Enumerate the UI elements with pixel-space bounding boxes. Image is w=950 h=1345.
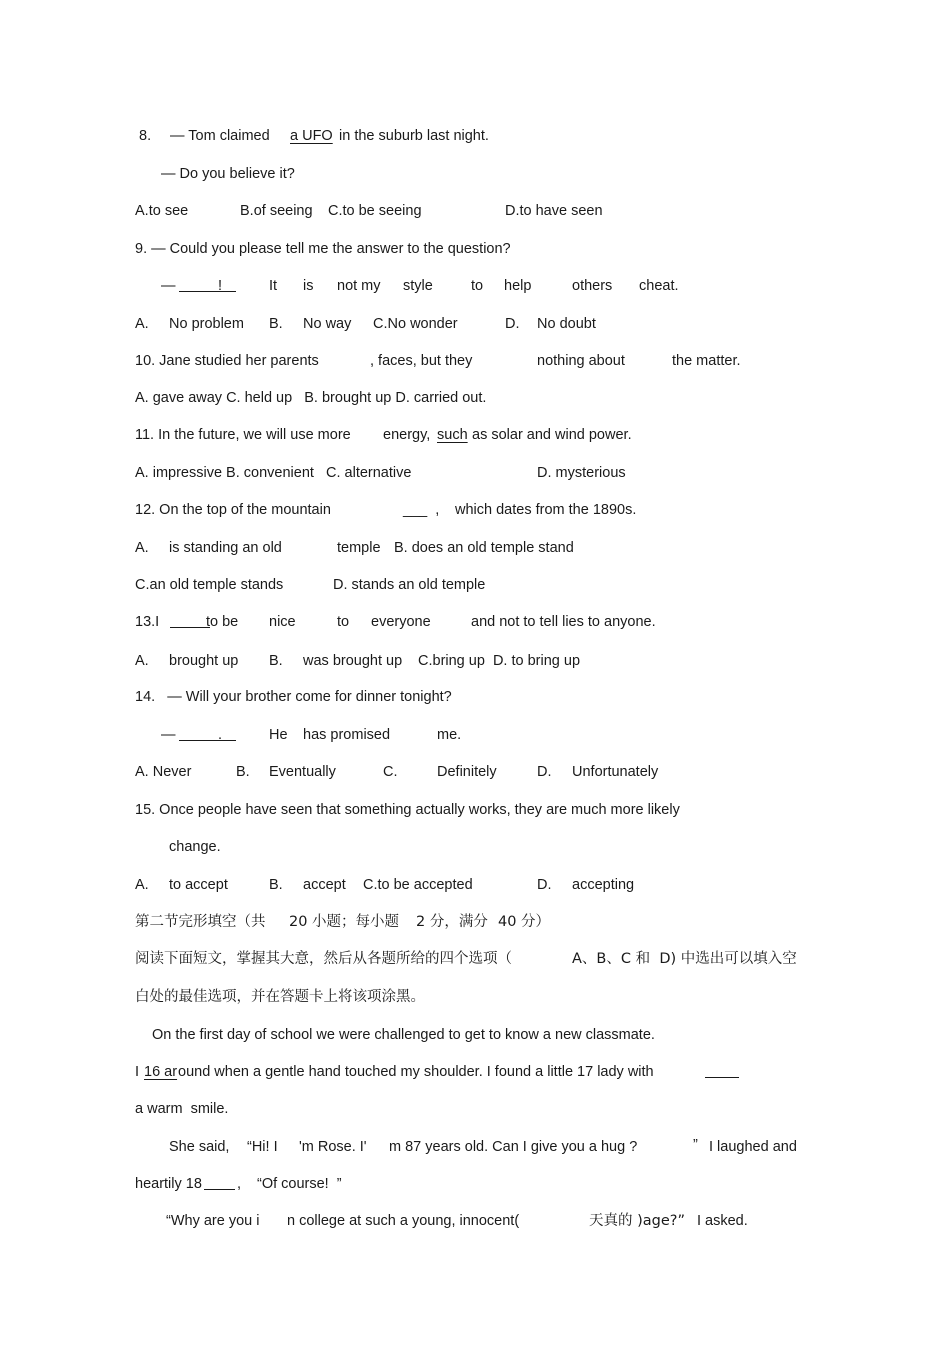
q13-options-cd: C.bring up D. to bring up: [418, 653, 581, 669]
q14-word: me.: [437, 727, 462, 743]
passage-line-2-rest: ound when a gentle hand touched my shoulder. I found a little 17 lady with: [178, 1064, 654, 1080]
passage-line-6-b: n college at such a young, innocent(: [287, 1213, 520, 1229]
q15-option-d: accepting: [572, 877, 635, 893]
q13-word: and not to tell lies to anyone.: [471, 614, 656, 630]
q14-dash: —: [161, 727, 176, 743]
q15-option-b-letter: B.: [269, 877, 283, 893]
q15-option-a: to accept: [169, 877, 228, 893]
q9-exclamation: !: [218, 278, 223, 294]
passage-blank-17: [705, 1063, 739, 1078]
q14-word: He: [269, 727, 288, 743]
q14-option-b-letter: B.: [236, 764, 250, 780]
q14-option-d: Unfortunately: [572, 764, 659, 780]
q14-option-b: Eventually: [269, 764, 336, 780]
q9-word: style: [403, 278, 433, 294]
q14-answer-blank: [179, 726, 236, 741]
q13-stem-part2: to be: [206, 614, 239, 630]
q13-stem-part1: 13.I: [135, 614, 160, 630]
passage-line-4-d: m 87 years old. Can I give you a hug ?: [389, 1139, 638, 1155]
q9-answer-blank: [179, 277, 236, 292]
q11-stem-underlined: such: [437, 427, 468, 443]
q13-option-a-letter: A.: [135, 653, 149, 669]
passage-line-4-e: ”: [693, 1137, 698, 1153]
passage-line-2-start: I: [135, 1064, 144, 1080]
q14-word: has promised: [303, 727, 391, 743]
passage-line-6-a: “Why are you i: [166, 1213, 260, 1229]
q14-option-a: A. Never: [135, 764, 192, 780]
q14-option-c-letter: C.: [383, 764, 398, 780]
q12-stem-part1: 12. On the top of the mountain: [135, 502, 331, 518]
q9-word: It: [269, 278, 278, 294]
q9-stem: 9. — Could you please tell me the answer to the question?: [135, 241, 511, 257]
q15-option-b: accept: [303, 877, 346, 893]
q8-number: 8.: [139, 128, 152, 144]
q8-option-c: C.to be seeing: [328, 203, 422, 219]
q9-option-a: No problem: [169, 316, 244, 332]
q14-stem: 14. — Will your brother come for dinner tonight?: [135, 689, 452, 705]
q9-option-c: C.No wonder: [373, 316, 458, 332]
q14-option-c: Definitely: [437, 764, 497, 780]
passage-line-4-c: 'm Rose. I': [299, 1139, 367, 1155]
q8-option-a: A.to see: [135, 203, 189, 219]
q11-stem-part4: as solar and wind power.: [472, 427, 632, 443]
q11-stem-part1: 11. In the future, we will use more: [135, 427, 351, 443]
section2-title-part4: 40 分）: [498, 914, 551, 930]
passage-line-1: On the first day of school we were challenged to get to know a new classmate.: [152, 1027, 655, 1043]
q8-stem-part1: — Tom claimed: [170, 128, 270, 144]
q9-option-a-letter: A.: [135, 316, 149, 332]
q10-options: A. gave away C. held up B. brought up D. carried out.: [135, 390, 487, 406]
q13-word: to: [337, 614, 350, 630]
q13-word: nice: [269, 614, 296, 630]
q10-stem-part3: nothing about: [537, 353, 625, 369]
q12-stem-blank: ___ ,: [403, 502, 440, 518]
q15-option-d-letter: D.: [537, 877, 552, 893]
q11-option-d: D. mysterious: [537, 465, 626, 481]
passage-line-4-f: I laughed and: [709, 1139, 797, 1155]
q9-word: others: [572, 278, 613, 294]
q11-options-abc: A. impressive B. convenient C. alternative: [135, 465, 412, 481]
passage-line-4-b: “Hi! I: [247, 1139, 278, 1155]
section2-title-part3: 2 分，满分: [416, 914, 488, 930]
q9-option-b-letter: B.: [269, 316, 283, 332]
q8-stem-underlined: a UFO: [290, 128, 333, 144]
q8-option-b: B.of seeing: [240, 203, 313, 219]
q8-reply: — Do you believe it?: [161, 166, 295, 182]
passage-line-5-b: ,: [237, 1176, 242, 1192]
q12-option-d: D. stands an old temple: [333, 577, 486, 593]
q9-word: help: [504, 278, 532, 294]
q10-stem-part2: , faces, but they: [370, 353, 473, 369]
q12-option-a-part2: temple: [337, 540, 381, 556]
passage-blank-16: 16 ar: [144, 1064, 178, 1080]
passage-line-6-d: I asked.: [697, 1213, 748, 1229]
section2-instruction-part2: A、B、C 和 D) 中选出可以填入空: [572, 951, 797, 967]
q13-answer-blank: [170, 613, 210, 628]
section2-instruction-line2: 白处的最佳选项，并在答题卡上将该项涂黑。: [135, 989, 425, 1005]
q8-option-d: D.to have seen: [505, 203, 603, 219]
section2-instruction-part1: 阅读下面短文，掌握其大意，然后从各题所给的四个选项（: [135, 951, 512, 967]
q13-option-a: brought up: [169, 653, 239, 669]
q9-word: is: [303, 278, 314, 294]
q9-option-d: No doubt: [537, 316, 596, 332]
section2-title-part2: 20 小题；每小题: [289, 914, 400, 930]
q8-stem-part3: in the suburb last night.: [339, 128, 489, 144]
q13-option-b: was brought up: [303, 653, 403, 669]
q11-stem-part2: energy,: [383, 427, 431, 443]
q9-word: to: [471, 278, 484, 294]
q9-option-b: No way: [303, 316, 352, 332]
passage-line-3: a warm smile.: [135, 1101, 229, 1117]
q10-stem-part1: 10. Jane studied her parents: [135, 353, 319, 369]
q12-option-c: C.an old temple stands: [135, 577, 284, 593]
q14-dot: .: [218, 727, 223, 743]
q10-stem-part4: the matter.: [672, 353, 741, 369]
passage-line-4-a: She said,: [169, 1139, 230, 1155]
q13-option-b-letter: B.: [269, 653, 283, 669]
passage-line-5-a: heartily 18: [135, 1176, 202, 1192]
q9-word: not my: [337, 278, 381, 294]
q15-stem: 15. Once people have seen that something actually works, they are much more likely: [135, 802, 680, 818]
q9-dash: —: [161, 278, 176, 294]
q15-option-c: C.to be accepted: [363, 877, 473, 893]
passage-line-5-c: “Of course! ”: [257, 1176, 342, 1192]
section2-title-part1: 第二节完形填空（共: [135, 914, 266, 930]
q12-option-a-letter: A.: [135, 540, 149, 556]
q12-option-b: B. does an old temple stand: [394, 540, 574, 556]
q12-stem-part3: which dates from the 1890s.: [455, 502, 637, 518]
q12-option-a-part1: is standing an old: [169, 540, 282, 556]
q15-stem-continued: change.: [169, 839, 221, 855]
q14-option-d-letter: D.: [537, 764, 552, 780]
q9-option-d-letter: D.: [505, 316, 520, 332]
q9-word: cheat.: [639, 278, 679, 294]
passage-line-6-c: 天真的 )age?”: [589, 1213, 685, 1229]
q15-option-a-letter: A.: [135, 877, 149, 893]
passage-blank-18: [204, 1175, 235, 1190]
q13-word: everyone: [371, 614, 431, 630]
